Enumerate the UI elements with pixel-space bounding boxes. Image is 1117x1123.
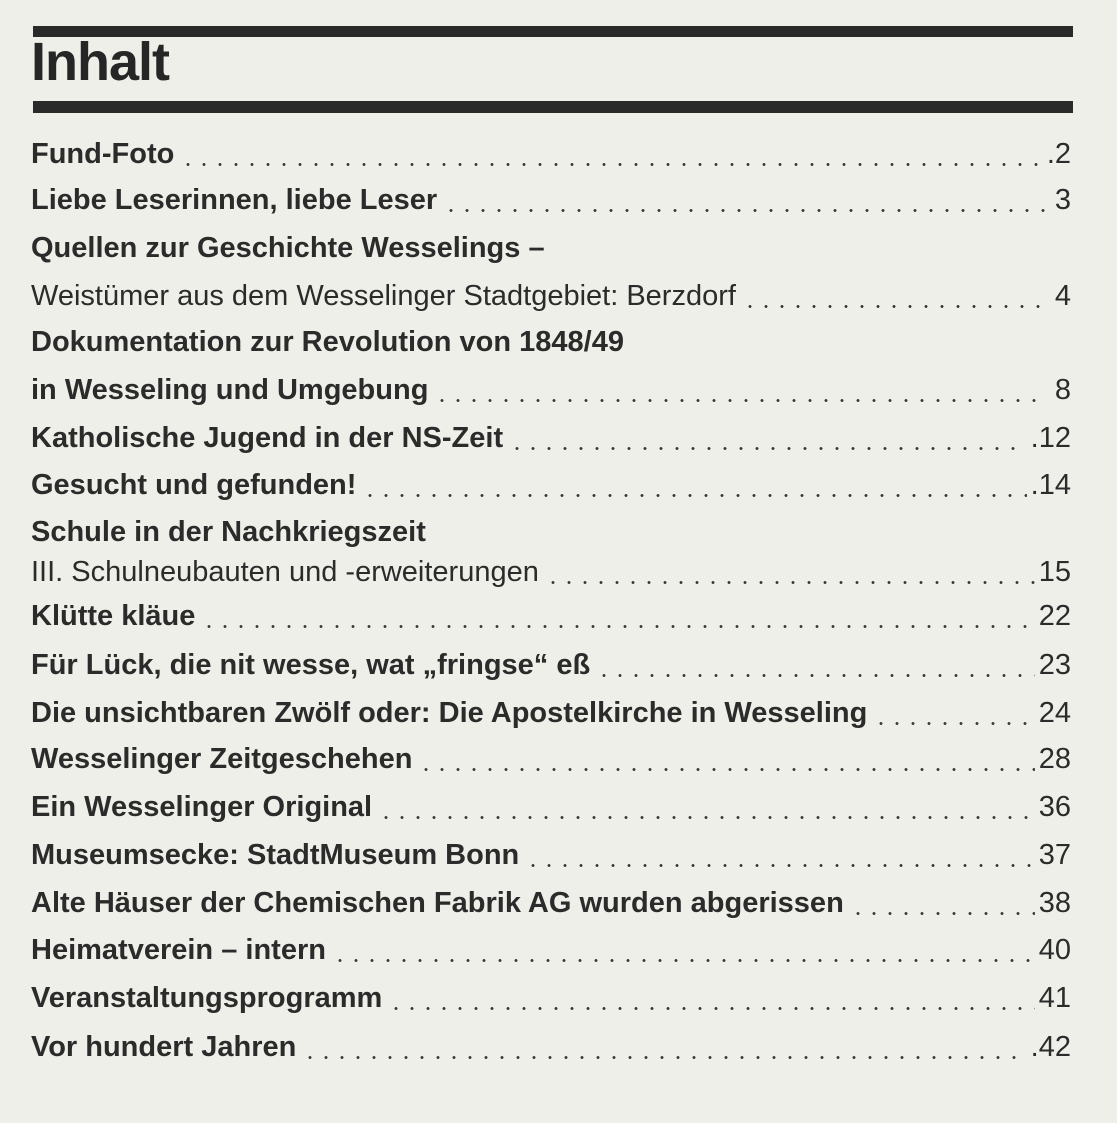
toc-entry: [31, 695, 1071, 731]
toc-entry-title: Für Lück, die nit wesse, wat „fringse“ eß: [31, 649, 591, 681]
toc-entry-title: Gesucht und gefunden!: [31, 469, 357, 501]
toc-entry-page: 36: [1038, 791, 1071, 823]
toc-entry-page: 28: [1038, 743, 1071, 775]
toc-entry-page: 37: [1038, 839, 1071, 871]
dot-leader: [525, 864, 1034, 867]
toc-entry-title: Ein Wesselinger Original: [31, 791, 373, 823]
dot-leader: [418, 768, 1034, 771]
toc-entry: [31, 1029, 1071, 1065]
toc-entry-title: Die unsichtbaren Zwölf oder: Die Apostelkirche in Wesseling: [31, 697, 868, 729]
toc-entry: [31, 136, 1071, 172]
dot-leader: [509, 447, 1027, 450]
toc-entry: [31, 182, 1071, 218]
dot-leader: [873, 722, 1034, 725]
toc-entry-page: .14: [1030, 469, 1071, 501]
toc-entry: [31, 980, 1071, 1016]
toc-entry-title: Veranstaltungsprogramm: [31, 982, 383, 1014]
toc-entry: [31, 885, 1071, 921]
toc-entry: [31, 932, 1071, 968]
toc-entry: [31, 741, 1071, 777]
toc-entry-subtitle: Weistümer aus dem Wesselinger Stadtgebiet: Berzdorf: [31, 280, 736, 312]
toc-entry: [31, 372, 1071, 408]
toc-entry: [31, 789, 1071, 825]
toc-entry-title: Quellen zur Geschichte Wesselings –: [31, 232, 545, 264]
toc-entry: [31, 278, 1071, 314]
toc-entry-subtitle: III. Schulneubauten und -erweiterungen: [31, 556, 539, 588]
dot-leader: [388, 1007, 1034, 1010]
toc-entry-title: Heimatverein – intern: [31, 934, 326, 966]
toc-entry-page: 4: [1054, 280, 1071, 312]
dot-leader: [596, 674, 1035, 677]
page-title: Inhalt: [31, 32, 169, 92]
dot-leader: [443, 209, 1047, 212]
toc-entry-page: 3: [1054, 184, 1071, 216]
toc-entry: [31, 230, 1071, 266]
toc-entry-title: Fund-Foto: [31, 138, 175, 170]
dot-leader: [434, 399, 1047, 402]
toc-entry-title: Katholische Jugend in der NS-Zeit: [31, 422, 504, 454]
dot-leader: [850, 912, 1035, 915]
toc-entry: [31, 420, 1071, 456]
dot-leader: [302, 1056, 1026, 1059]
toc-entry-page: 8: [1054, 374, 1071, 406]
toc-entry-page: 15: [1038, 556, 1071, 588]
toc-entry-page: 40: [1038, 934, 1071, 966]
toc-entry: [31, 837, 1071, 873]
toc-entry: [31, 598, 1071, 634]
toc-entry-page: .2: [1046, 138, 1071, 170]
toc-entry-page: 22: [1038, 600, 1071, 632]
toc-entry-page: .42: [1030, 1031, 1071, 1063]
toc-entry-title: Liebe Leserinnen, liebe Leser: [31, 184, 438, 216]
toc-entry: [31, 324, 1071, 360]
dot-leader: [545, 581, 1035, 584]
toc-entry-title: Museumsecke: StadtMuseum Bonn: [31, 839, 520, 871]
toc-entry-title: in Wesseling und Umgebung: [31, 374, 429, 406]
toc-entry-title: Vor hundert Jahren: [31, 1031, 297, 1063]
toc-entry-title: Klütte kläue: [31, 600, 196, 632]
dot-leader: [378, 816, 1035, 819]
toc-entry: [31, 514, 1071, 550]
toc-entry-page: 24: [1038, 697, 1071, 729]
toc-entry-title: Alte Häuser der Chemischen Fabrik AG wurden abgerissen: [31, 887, 844, 919]
dot-leader: [742, 305, 1047, 308]
toc-entry: [31, 467, 1071, 503]
dot-leader: [201, 625, 1034, 628]
toc-entry-page: .12: [1030, 422, 1071, 454]
dot-leader: [332, 959, 1035, 962]
toc-entry: [31, 647, 1071, 683]
toc-entry-page: 41: [1038, 982, 1071, 1014]
dot-leader: [362, 494, 1026, 497]
toc-entry-title: Wesselinger Zeitgeschehen: [31, 743, 413, 775]
toc-entry: [31, 554, 1071, 590]
toc-entry-page: 23: [1038, 649, 1071, 681]
toc-entry-page: 38: [1038, 887, 1071, 919]
toc-entry-title: Schule in der Nachkriegszeit: [31, 516, 426, 548]
dot-leader: [180, 163, 1042, 166]
toc-entry-title: Dokumentation zur Revolution von 1848/49: [31, 326, 624, 358]
